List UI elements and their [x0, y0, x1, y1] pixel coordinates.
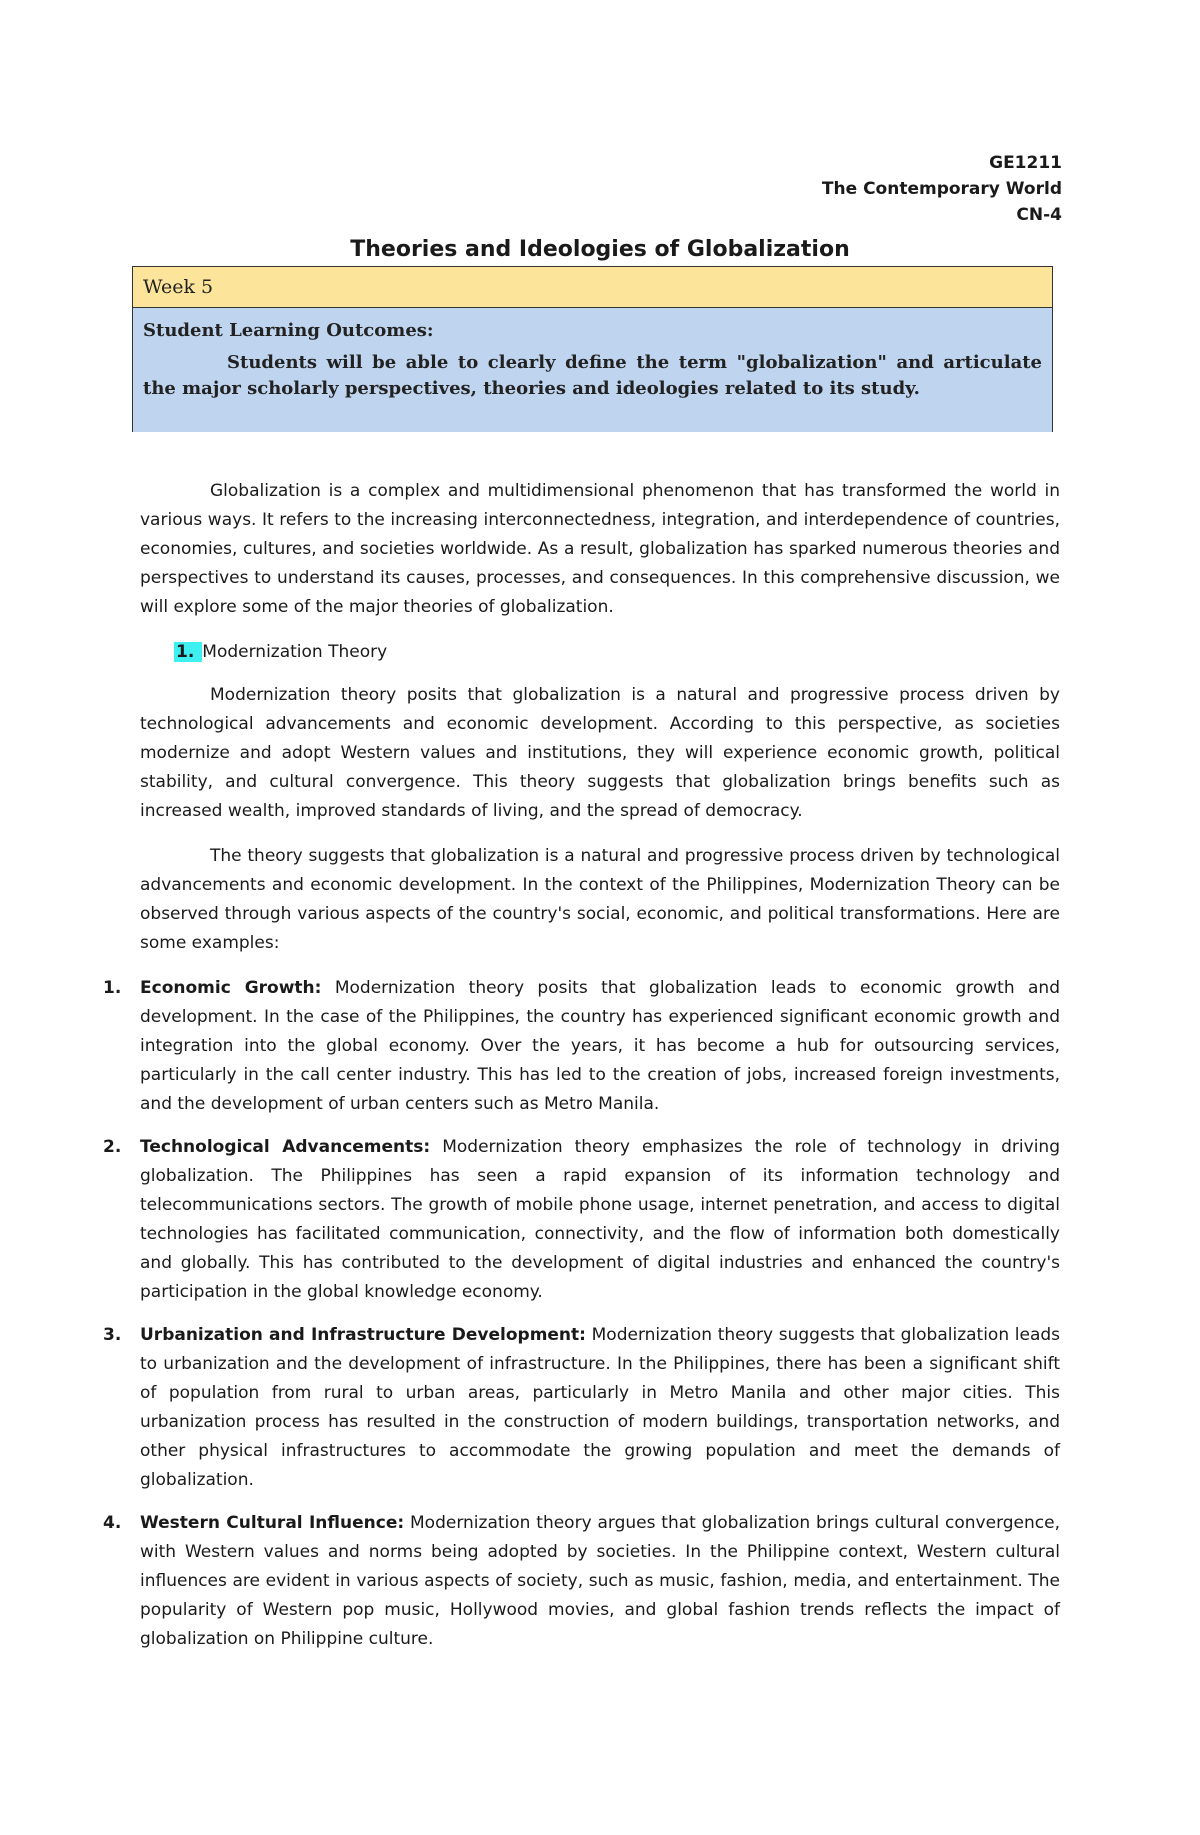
course-header: [822, 150, 1062, 228]
list-text: Modernization theory argues that globalization brings cultural convergence, with Western values and norms being adopted by societies. In the Philippine context, Western cultural influences are evident in various aspects of society, such as music, fashion, media, and entertainment. The popularity of Western pop music, Hollywood movies, and global fashion trends reflects the impact of globalization on Philippine culture.: [140, 1513, 1061, 1649]
section-paragraph: The theory suggests that globalization is a natural and progressive process driven by technological advancements and economic development. In the context of the Philippines, Modernization Theory can be observed through various aspects of the country's social, economic, and political transformations. Here are some examples:: [140, 846, 1060, 953]
learning-outcomes-body: [133, 308, 1052, 432]
list-term: Urbanization and Infrastructure Development:: [140, 1325, 586, 1345]
list-number: 1.: [103, 978, 122, 998]
list-term: Economic Growth:: [140, 978, 322, 998]
list-number: 3.: [103, 1325, 122, 1345]
doc-code: CN-4: [1016, 205, 1062, 225]
section-heading: [140, 638, 1060, 667]
section-paragraph: Modernization theory posits that globalization is a natural and progressive process driven by technological advancements and economic development. According to this perspective, as societies modernize and adopt Western values and institutions, they will experience economic growth, political stability, and cultural convergence. This theory suggests that globalization brings benefits such as increased wealth, improved standards of living, and the spread of democracy.: [140, 685, 1060, 821]
list-term: Technological Advancements:: [140, 1137, 431, 1157]
section-title: Modernization Theory: [202, 642, 388, 662]
list-number: 2.: [103, 1137, 122, 1157]
list-text: Modernization theory posits that globalization leads to economic growth and development. In the case of the Philippines, the country has experienced significant economic growth and integration into the global economy. Over the years, it has become a hub for outsourcing services, particularly in the call center industry. This has led to the creation of jobs, increased foreign investments, and the development of urban centers such as Metro Manila.: [140, 978, 1060, 1114]
list-item: [103, 974, 1060, 1119]
learning-outcomes-text: Students will be able to clearly define the term "globalization" and articulate the major scholarly perspectives, theories and ideologies related to its study.: [143, 352, 1042, 399]
list-number: 4.: [103, 1513, 122, 1533]
learning-outcomes-box: [132, 266, 1053, 432]
list-item: [103, 1133, 1060, 1307]
course-name: The Contemporary World: [821, 179, 1062, 199]
document-title: Theories and Ideologies of Globalization: [350, 237, 850, 262]
examples-list: [103, 974, 1061, 1654]
learning-outcomes-heading: Student Learning Outcomes:: [143, 320, 434, 341]
week-label: Week 5: [133, 267, 1052, 308]
course-code: GE1211: [989, 153, 1062, 173]
list-term: Western Cultural Influence:: [140, 1513, 405, 1533]
list-text: Modernization theory suggests that globalization leads to urbanization and the development of infrastructure. In the Philippines, there has been a significant shift of population from rural to urban areas, particularly in Metro Manila and other major cities. This urbanization process has resulted in the construction of modern buildings, transportation networks, and other physical infrastructures to accommodate the growing population and meet the demands of globalization.: [140, 1325, 1061, 1490]
document-body: [103, 477, 1061, 1668]
intro-paragraph: Globalization is a complex and multidimensional phenomenon that has transformed the world in various ways. It refers to the increasing interconnectedness, integration, and interdependence of countries, economies, cultures, and societies worldwide. As a result, globalization has sparked numerous theories and perspectives to understand its causes, processes, and consequences. In this comprehensive discussion, we will explore some of the major theories of globalization.: [140, 481, 1060, 617]
list-text: Modernization theory emphasizes the role of technology in driving globalization. The Philippines has seen a rapid expansion of its information technology and telecommunications sectors. The growth of mobile phone usage, internet penetration, and access to digital technologies has facilitated communication, connectivity, and the flow of information both domestically and globally. This has contributed to the development of digital industries and enhanced the country's participation in the global knowledge economy.: [140, 1137, 1060, 1302]
list-item: [103, 1509, 1061, 1654]
section-number: 1.: [174, 642, 202, 662]
list-item: [103, 1321, 1061, 1495]
